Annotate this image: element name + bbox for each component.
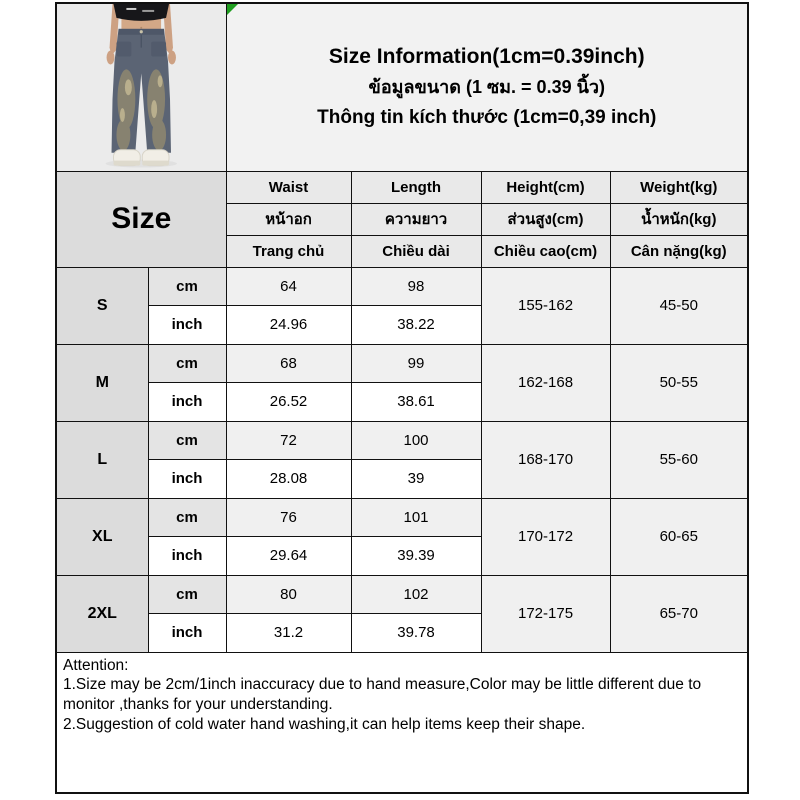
height-range-value: 172-175 <box>481 575 610 652</box>
weight-range-value: 50-55 <box>610 344 748 421</box>
attention-note <box>56 652 748 793</box>
height-range-value: 168-170 <box>481 421 610 498</box>
unit-label-inch: inch <box>148 536 226 575</box>
col-head-waist-th: หน้าอก <box>226 203 351 235</box>
unit-label-inch: inch <box>148 459 226 498</box>
length-inch-value: 38.61 <box>351 382 481 421</box>
size-info-title-cell <box>226 3 748 171</box>
size-row-label: L <box>56 421 148 498</box>
title-english: Size Information(1cm=0.39inch) <box>328 45 645 69</box>
col-head-length-en: Length <box>351 171 481 203</box>
size-row-label: S <box>56 267 148 344</box>
attention-heading: Attention: <box>63 656 129 674</box>
size-table <box>55 2 749 794</box>
waist-inch-value: 28.08 <box>226 459 351 498</box>
waist-cm-value: 72 <box>226 421 351 459</box>
height-range-value: 162-168 <box>481 344 610 421</box>
height-range-value: 170-172 <box>481 498 610 575</box>
title-thai: ข้อมูลขนาด (1 ซม. = 0.39 นิ้ว) <box>368 77 605 98</box>
col-head-waist-vi: Trang chủ <box>226 235 351 267</box>
unit-label-inch: inch <box>148 305 226 344</box>
col-head-length-vi: Chiều dài <box>351 235 481 267</box>
waist-cm-value: 64 <box>226 267 351 305</box>
size-header-label: Size <box>56 171 226 267</box>
unit-label-cm: cm <box>148 421 226 459</box>
length-cm-value: 101 <box>351 498 481 536</box>
waist-cm-value: 68 <box>226 344 351 382</box>
length-cm-value: 98 <box>351 267 481 305</box>
weight-range-value: 45-50 <box>610 267 748 344</box>
waist-inch-value: 24.96 <box>226 305 351 344</box>
col-head-weight-th: น้ำหนัก(kg) <box>610 203 748 235</box>
product-photo-cell <box>56 3 226 171</box>
length-inch-value: 38.22 <box>351 305 481 344</box>
product-photo-jeans-model <box>57 4 226 171</box>
title-vietnamese: Thông tin kích thước (1cm=0,39 inch) <box>317 107 657 129</box>
col-head-height-vi: Chiều cao(cm) <box>481 235 610 267</box>
green-corner-marker-icon <box>227 4 238 15</box>
unit-label-inch: inch <box>148 613 226 652</box>
size-row-label: 2XL <box>56 575 148 652</box>
length-cm-value: 102 <box>351 575 481 613</box>
size-row-label: XL <box>56 498 148 575</box>
length-cm-value: 100 <box>351 421 481 459</box>
col-head-height-en: Height(cm) <box>481 171 610 203</box>
length-cm-value: 99 <box>351 344 481 382</box>
waist-cm-value: 80 <box>226 575 351 613</box>
waist-inch-value: 26.52 <box>226 382 351 421</box>
size-row-label: M <box>56 344 148 421</box>
attention-line-1: 1.Size may be 2cm/1inch inaccuracy due to hand measure,Color may be little different due to monitor ,thanks for your understanding. <box>63 676 702 714</box>
col-head-length-th: ความยาว <box>351 203 481 235</box>
unit-label-cm: cm <box>148 575 226 613</box>
height-range-value: 155-162 <box>481 267 610 344</box>
waist-inch-value: 29.64 <box>226 536 351 575</box>
col-head-waist-en: Waist <box>226 171 351 203</box>
weight-range-value: 55-60 <box>610 421 748 498</box>
waist-inch-value: 31.2 <box>226 613 351 652</box>
length-inch-value: 39 <box>351 459 481 498</box>
col-head-weight-vi: Cân nặng(kg) <box>610 235 748 267</box>
attention-line-2: 2.Suggestion of cold water hand washing,it can help items keep their shape. <box>63 716 586 734</box>
unit-label-cm: cm <box>148 267 226 305</box>
weight-range-value: 65-70 <box>610 575 748 652</box>
waist-cm-value: 76 <box>226 498 351 536</box>
unit-label-cm: cm <box>148 344 226 382</box>
unit-label-inch: inch <box>148 382 226 421</box>
col-head-weight-en: Weight(kg) <box>610 171 748 203</box>
weight-range-value: 60-65 <box>610 498 748 575</box>
unit-label-cm: cm <box>148 498 226 536</box>
col-head-height-th: ส่วนสูง(cm) <box>481 203 610 235</box>
length-inch-value: 39.78 <box>351 613 481 652</box>
length-inch-value: 39.39 <box>351 536 481 575</box>
